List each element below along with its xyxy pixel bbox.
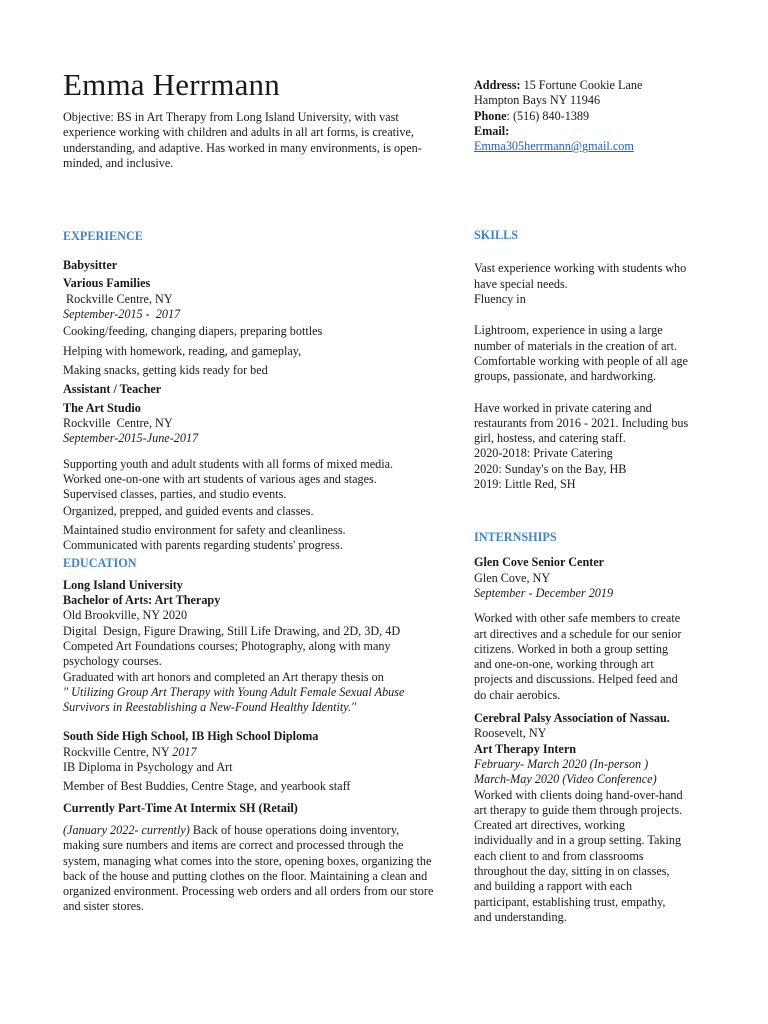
address-city: Hampton Bays NY 11946 [474, 93, 601, 108]
job1-location: Rockville Centre, NY [63, 291, 173, 306]
internship2-name: Cerebral Palsy Association of Nassau. [474, 711, 670, 726]
school1-courses: Competed Art Foundations courses; Photography, along with many psychology courses. [63, 638, 391, 669]
job2-description: Supporting youth and adult students with all forms of mixed media. Worked one-on-one with art students of various ages and stages. Supervised classes, parties, and studio events. [63, 457, 394, 502]
email-label: Email: [474, 123, 510, 138]
current-job-dates: (January 2022- currently) [63, 822, 190, 837]
skills-paragraph: Fluency in [474, 292, 526, 307]
job1-title: Babysitter [63, 258, 118, 273]
current-job-description [63, 823, 438, 915]
candidate-name: Emma Herrmann [63, 67, 280, 102]
job2-description: Maintained studio environment for safety and cleanliness. Communicated with parents regarding students' progress. [63, 522, 346, 552]
school1-name: Long Island University [63, 577, 183, 592]
school2-location: Rockville Centre, NY [63, 744, 173, 759]
school2-detail: Member of Best Buddies, Centre Stage, and yearbook staff [63, 779, 351, 794]
catering-item: 2020-2018: Private Catering [474, 446, 613, 461]
internship1-description: Worked with other safe members to create art directives and a schedule for our senior citizens. Worked in both a group setting and one-on-one, working through art projects and discussions. Helped feed and do chair aerobics. [474, 611, 682, 702]
phone-number: : (516) 840-1389 [506, 108, 590, 123]
internship1-dates: September - December 2019 [474, 585, 614, 600]
internship2-dates: March-May 2020 (Video Conference) [474, 772, 657, 787]
internship2-dates: February- March 2020 (In-person ) [474, 756, 649, 771]
job1-employer: Various Families [63, 276, 151, 291]
job2-employer: The Art Studio [63, 400, 141, 415]
address-line [474, 78, 710, 93]
job1-bullet: Cooking/feeding, changing diapers, preparing bottles [63, 324, 323, 339]
current-job-text: Back of house operations doing inventory, making sure numbers and items are correct and processed through the system, managing what comes into the store, opening boxes, organizing the back of the house and putting clothes on the floor. Maintaining a clean and organized environment. Processing web orders and all orders from our store and sister stores. [63, 822, 434, 914]
objective-text: Objective: BS in Art Therapy from Long Island University, with vast experience working with children and adults in all art forms, is creative, understanding, and adaptive. Has worked in many environments, is open-minded, and inclusive. [63, 110, 422, 170]
school1-location: Old Brookville, NY 2020 [63, 608, 188, 623]
school2-year: 2017 [172, 744, 197, 759]
phone-line [474, 109, 710, 124]
job2-dates: September-2015-June-2017 [63, 431, 199, 446]
skills-paragraph: Lightroom, experience in using a large number of materials in the creation of art. Comfortable working with people of all age groups, passionate, and hardworking. [474, 323, 688, 384]
job1-bullet: Helping with homework, reading, and gameplay, [63, 343, 302, 358]
job2-description: Organized, prepped, and guided events and classes. [63, 504, 314, 519]
experience-heading: EXPERIENCE [63, 229, 143, 244]
left-column [63, 68, 445, 915]
job1-dates: September-2015 - 2017 [63, 307, 181, 322]
phone-label: Phone [474, 108, 507, 123]
school2-detail: IB Diploma in Psychology and Art [63, 760, 233, 775]
internship2-role: Art Therapy Intern [474, 741, 577, 756]
address-label: Address: [474, 78, 521, 92]
job1-bullet: Making snacks, getting kids ready for bed [63, 362, 268, 377]
education-heading: EDUCATION [63, 555, 137, 570]
school1-honors: Graduated with art honors and completed an Art therapy thesis on [63, 669, 384, 684]
skills-paragraph: Have worked in private catering and restaurants from 2016 - 2021. Including bus girl, hostess, and catering staff. [474, 400, 689, 446]
school1-degree: Bachelor of Arts: Art Therapy [63, 593, 221, 608]
job2-title: Assistant / Teacher [63, 382, 162, 397]
address-street: 15 Fortune Cookie Lane [523, 78, 643, 92]
skills-heading: SKILLS [474, 228, 519, 243]
internship1-name: Glen Cove Senior Center [474, 555, 605, 570]
school2-location-year [63, 745, 445, 760]
school2-name: South Side High School, IB High School Diploma [63, 729, 319, 744]
internship1-location: Glen Cove, NY [474, 570, 551, 585]
job2-location: Rockville Centre, NY [63, 415, 173, 430]
catering-item: 2020: Sunday's on the Bay, HB [474, 461, 627, 476]
skills-paragraph: Vast experience working with students who have special needs. [474, 261, 687, 291]
internship2-location: Roosevelt, NY [474, 726, 547, 741]
school1-thesis: " Utilizing Group Art Therapy with Young Adult Female Sexual Abuse Survivors in Reestablishing a New-Found Healthy Identity." [63, 684, 405, 715]
internship2-description: Worked with clients doing hand-over-hand art therapy to guide them through projects. Created art directives, working individually and in a group setting. Taking each client to and from classrooms throughout the day, sitting in on classes, and building a rapport with each participant, establishing trust, empathy, and understanding. [474, 787, 683, 924]
current-job-title: Currently Part-Time At Intermix SH (Retail) [63, 800, 298, 815]
right-column [474, 78, 710, 925]
catering-item: 2019: Little Red, SH [474, 477, 576, 492]
email-link[interactable]: Emma305herrmann@gmail.com [474, 139, 634, 154]
internships-heading: INTERNSHIPS [474, 530, 557, 545]
school1-courses: Digital Design, Figure Drawing, Still Life Drawing, and 2D, 3D, 4D [63, 623, 401, 638]
